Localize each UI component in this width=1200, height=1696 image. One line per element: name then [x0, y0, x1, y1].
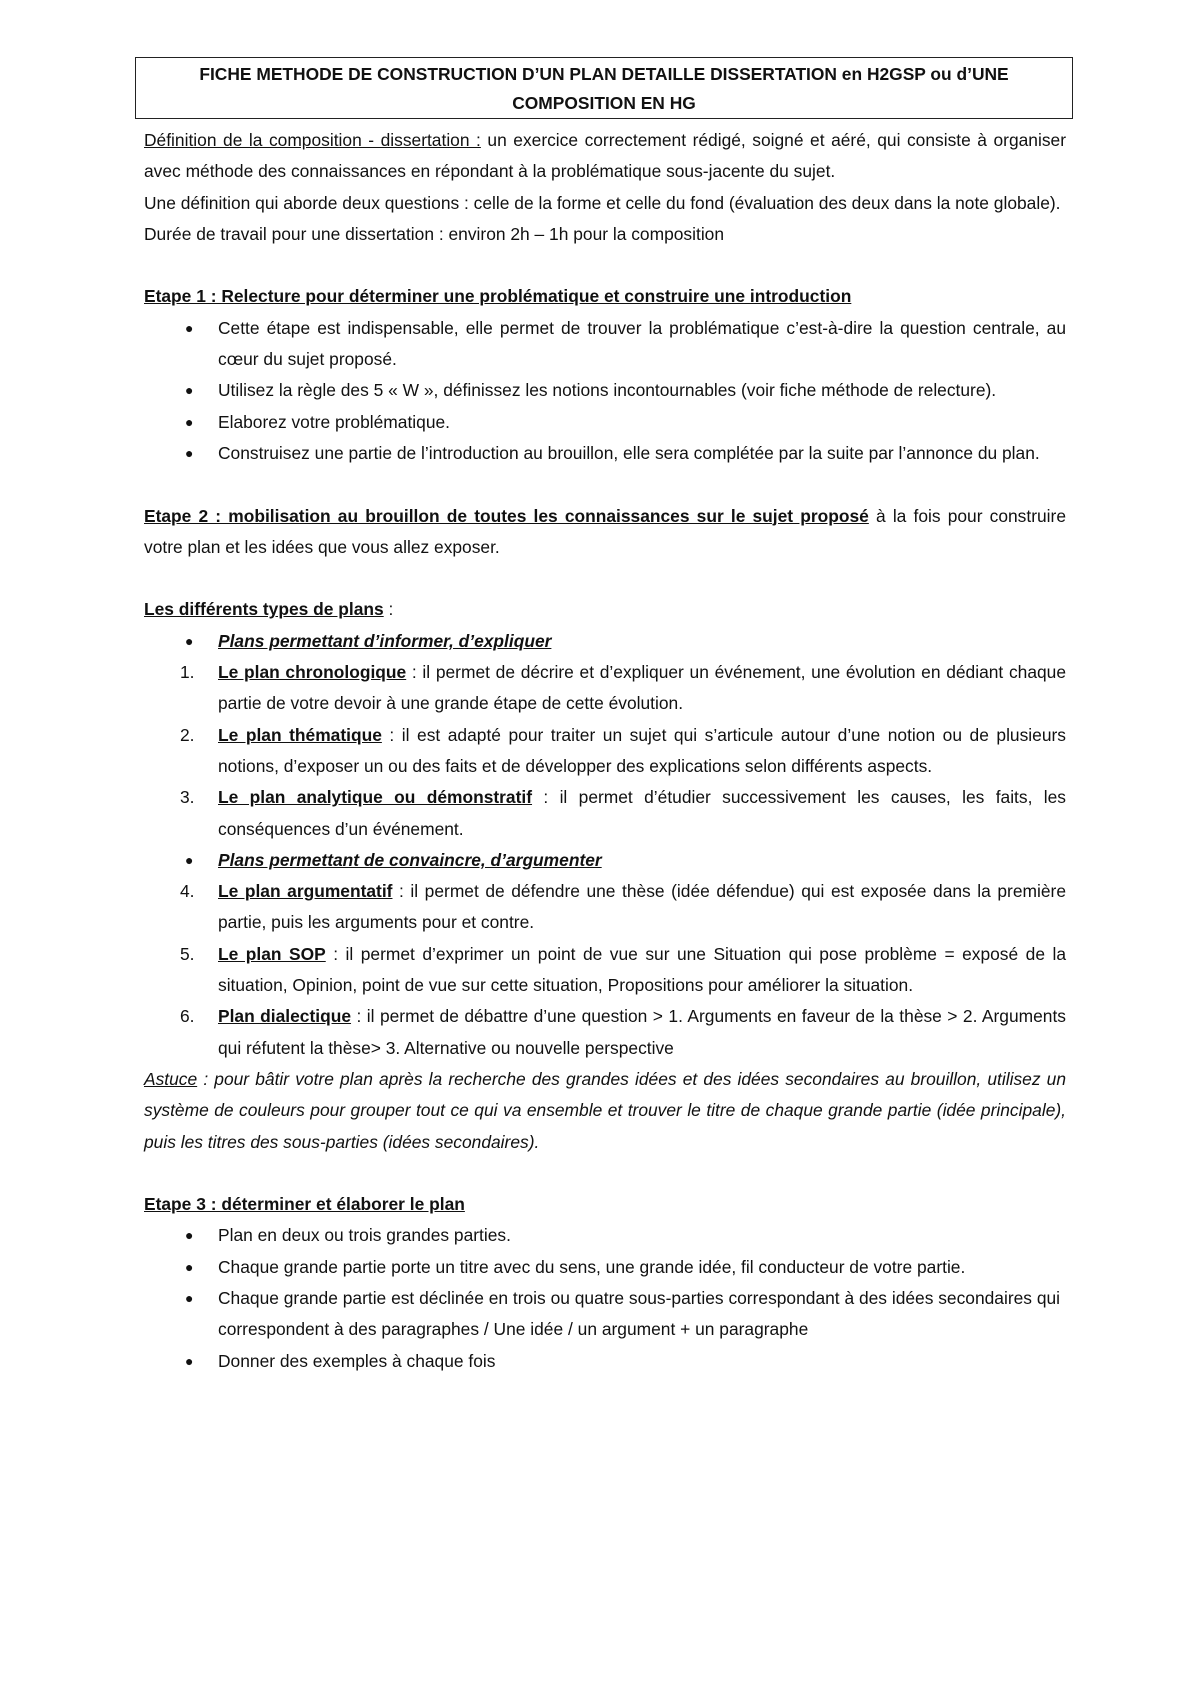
list-item: ● Donner des exemples à chaque fois — [144, 1346, 1066, 1377]
bullet-icon: ● — [185, 444, 194, 461]
etape2-text: à la fois pour construire votre plan et les idées que vous allez exposer. — [144, 505, 1066, 557]
bullet-icon: ● — [185, 1227, 194, 1244]
title-line-2: COMPOSITION EN HG — [512, 92, 696, 113]
plans-list-2 — [144, 876, 1066, 1064]
bullet-icon: ● — [185, 319, 194, 336]
etape3-heading: Etape 3 : déterminer et élaborer le plan — [144, 1194, 465, 1215]
plan-label: Le plan SOP — [218, 943, 326, 964]
definition-2: Une définition qui aborde deux questions : celle de la forme et celle du fond (évaluation des deux dans la note globale). — [144, 192, 1061, 213]
etape2-paragraph — [144, 501, 1066, 564]
astuce-text: : pour bâtir votre plan après la recherche des grandes idées et des idées secondaires au brouillon, utilisez un système de couleurs pour grouper tout ce qui va ensemble et trouver le titre de chaque grande partie (idée principale), puis les titres des sous-parties (idées secondaires). — [144, 1068, 1066, 1152]
bullet-icon: ● — [185, 632, 194, 649]
plan-label: Le plan chronologique — [218, 662, 407, 683]
title-box — [135, 57, 1073, 119]
definition-text: un exercice correctement rédigé, soigné et aéré, qui consiste à organiser avec méthode des connaissances en répondant à la problématique sous-jacente du sujet. — [144, 130, 1066, 182]
plan-label: Le plan analytique ou démonstratif — [218, 787, 533, 808]
list-item: ● Construisez une partie de l’introduction au brouillon, elle sera complétée par la suite par l’annonce du plan. — [144, 438, 1066, 469]
plans-group-2 — [144, 845, 1066, 876]
etape2-heading: Etape 2 : mobilisation au brouillon de toutes les connaissances sur le sujet proposé — [144, 505, 869, 526]
list-item: 4. Le plan argumentatif : il permet de défendre une thèse (idée défendue) qui est exposée dans la première partie, puis les arguments pour et contre. — [180, 881, 1066, 933]
main-content — [144, 125, 1066, 1377]
bullet-icon: ● — [185, 1289, 194, 1306]
group-heading: ● Plans permettant de convaincre, d’argumenter — [144, 845, 1066, 876]
plans-list-1 — [144, 657, 1066, 845]
list-item: 5. Le plan SOP : il permet d’exprimer un point de vue sur une Situation qui pose problème = exposé de la situation, Opinion, point de vue sur cette situation, Propositions pour améliorer la situation. — [180, 943, 1067, 996]
plans-group-1 — [144, 626, 1066, 657]
list-item: ● Utilisez la règle des 5 « W », définissez les notions incontournables (voir fiche méthode de relecture). — [144, 375, 1066, 406]
etape3-list — [144, 1220, 1066, 1376]
list-item: ● Elaborez votre problématique. — [144, 407, 1066, 438]
list-item: ● Chaque grande partie porte un titre avec du sens, une grande idée, fil conducteur de votre partie. — [144, 1252, 1066, 1283]
list-item: 1. Le plan chronologique : il permet de décrire et d’expliquer un événement, une évolution en dédiant chaque partie de votre devoir à une grande étape de cette évolution. — [180, 662, 1067, 714]
list-item: ● Chaque grande partie est déclinée en trois ou quatre sous-parties correspondant à des idées secondaires qui correspondent à des paragraphes / Une idée / un argument + un paragraphe — [144, 1283, 1066, 1346]
group-heading: ● Plans permettant d’informer, d’expliquer — [144, 626, 1066, 657]
plan-label: Plan dialectique — [218, 1006, 352, 1027]
title-line-1: FICHE METHODE DE CONSTRUCTION D’UN PLAN DETAILLE DISSERTATION en H2GSP ou d’UNE — [199, 64, 1009, 84]
plan-label: Le plan thématique — [218, 724, 382, 745]
astuce-paragraph — [144, 1064, 1066, 1158]
definition-label: Définition de la composition - dissertation : — [144, 130, 481, 150]
plans-heading-line: Les différents types de plans : — [144, 599, 394, 620]
list-item: 3. Le plan analytique ou démonstratif : il permet d’étudier successivement les causes, les faits, les conséquences d’un événement. — [180, 787, 1066, 839]
list-item: 2. Le plan thématique : il est adapté pour traiter un sujet qui s’articule autour d’une notion ou de plusieurs notions, d’exposer un ou des faits et de développer des explications selon différents aspects. — [180, 724, 1066, 776]
bullet-icon: ● — [185, 413, 194, 430]
list-item: 6. Plan dialectique : il permet de débattre d’une question > 1. Arguments en faveur de la thèse > 2. Arguments qui réfutent la thèse> 3. Alternative ou nouvelle perspective — [180, 1006, 1067, 1058]
definition-paragraph — [144, 125, 1066, 188]
bullet-icon: ● — [185, 1258, 194, 1275]
bullet-icon: ● — [185, 1352, 194, 1369]
list-item: ● Plan en deux ou trois grandes parties. — [144, 1220, 1066, 1251]
bullet-icon: ● — [185, 382, 194, 399]
plan-label: Le plan argumentatif — [218, 881, 393, 902]
etape1-list — [144, 313, 1066, 469]
duree-text: Durée de travail pour une dissertation : environ 2h – 1h pour la composition — [144, 223, 725, 244]
etape1-heading: Etape 1 : Relecture pour déterminer une problématique et construire une introduction — [144, 286, 852, 307]
astuce-label: Astuce — [144, 1068, 198, 1089]
plans-heading: Les différents types de plans — [144, 599, 384, 620]
list-item: ● Cette étape est indispensable, elle permet de trouver la problématique c’est-à-dire la question centrale, au cœur du sujet proposé. — [144, 313, 1066, 376]
bullet-icon: ● — [185, 851, 194, 868]
